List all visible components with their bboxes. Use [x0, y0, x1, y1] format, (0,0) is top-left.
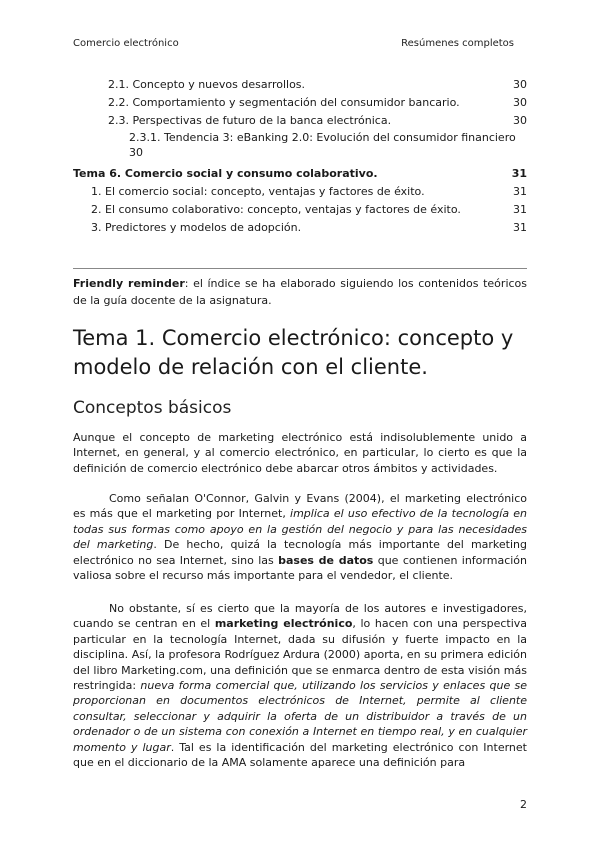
toc-entry-label: 1. El comercio social: concepto, ventajas y factores de éxito. — [91, 185, 425, 198]
toc-entry-page: 30 — [513, 96, 527, 109]
table-of-contents — [73, 76, 527, 237]
text-run: , lo hacen con una perspectiva particular en la tecnología Internet, dada su difusión y fuerte impacto en la disciplina. Así, la profesora Rodríguez Ardura (2000) aporta, en su primera edición del libro Marketing.com, una definición que se enmarca dentro de esta visión más restringida: — [73, 617, 528, 693]
toc-entry-label: Tema 6. Comercio social y consumo colaborativo. — [73, 167, 378, 180]
toc-entry-label: 2.2. Comportamiento y segmentación del consumidor bancario. — [108, 96, 460, 109]
bold-run: bases de datos — [278, 553, 374, 567]
text-run: . De hecho, quizá la tecnología más importante del marketing electrónico no sea Internet, sino las — [73, 538, 528, 567]
toc-entry[interactable] — [73, 76, 527, 94]
toc-entry[interactable] — [73, 201, 527, 219]
toc-entry-label: 2.3.1. Tendencia 3: eBanking 2.0: Evolución del consumidor financiero — [129, 131, 516, 144]
toc-topic-entry[interactable] — [73, 165, 527, 183]
paragraph-3 — [73, 601, 527, 770]
toc-entry[interactable] — [73, 94, 527, 112]
toc-entry-page: 30 — [513, 78, 527, 91]
toc-entry-page: 31 — [513, 221, 527, 234]
italic-run: nueva forma comercial que, utilizando los servicios y enlaces que se proporcionan en documentos electrónicos de Internet, permite al cliente consultar, seleccionar y adquirir la oferta de un distribuidor a través de un ordenador o de un sistema con conexión a Internet en tiempo real, y en cualquier momento y lugar — [73, 679, 528, 754]
reminder-text: : el índice se ha elaborado siguiendo los contenidos teóricos de la guía docente de la asignatura. — [73, 277, 528, 307]
chapter-heading: Tema 1. Comercio electrónico: concepto y modelo de relación con el cliente. — [73, 326, 514, 379]
text-run: que contienen información valiosa sobre el recurso más importante para el vendedor, el cliente. — [73, 553, 527, 583]
toc-entry-wrap — [73, 145, 527, 161]
running-header-left: Comercio electrónico — [73, 38, 179, 49]
running-header-right: Resúmenes completos — [401, 38, 514, 49]
toc-entry-label: 2.3. Perspectivas de futuro de la banca electrónica. — [108, 114, 392, 127]
paragraph-2 — [73, 491, 527, 583]
toc-entry-label: 2. El consumo colaborativo: concepto, ventajas y factores de éxito. — [91, 203, 461, 216]
text-run: . Tal es la identificación del marketing electrónico con Internet que en el diccionario de la AMA solamente aparece una definición para — [73, 740, 527, 770]
bold-run: marketing electrónico — [214, 617, 353, 631]
toc-entry-label: 2.1. Concepto y nuevos desarrollos. — [108, 78, 306, 91]
friendly-reminder — [73, 275, 527, 309]
toc-entry-page: 31 — [511, 167, 527, 180]
toc-entry-page: 31 — [513, 185, 527, 198]
section-divider — [73, 268, 527, 269]
toc-entry-page: 30 — [129, 146, 143, 159]
toc-entry-page: 30 — [513, 114, 527, 127]
reminder-bold: Friendly reminder — [73, 277, 185, 290]
toc-entry[interactable] — [73, 183, 527, 201]
toc-entry-page: 31 — [513, 203, 527, 216]
toc-entry[interactable] — [73, 130, 527, 145]
paragraph-1: Aunque el concepto de marketing electrónico está indisolublemente unido a Internet, en general, y al comercio electrónico, en particular, lo cierto es que la definición de comercio electrónico debe abarcar otros ámbitos y actividades. — [73, 431, 527, 475]
text-run: No obstante, sí es cierto que la mayoría de los autores e investigadores, cuando se centran en el — [73, 602, 527, 631]
toc-entry-label: 3. Predictores y modelos de adopción. — [91, 221, 302, 234]
section-heading: Conceptos básicos — [73, 398, 232, 418]
toc-entry[interactable] — [73, 112, 527, 130]
page-number: 2 — [520, 798, 527, 811]
italic-run: implica el uso efectivo de la tecnología en todas sus formas como apoyo en la gestión del negocio y para las necesidades del marketing — [73, 507, 527, 552]
text-run: Como señalan O'Connor, Galvin y Evans (2004), el marketing electrónico es más que el marketing por Internet, — [73, 492, 527, 521]
toc-entry[interactable] — [73, 219, 527, 237]
